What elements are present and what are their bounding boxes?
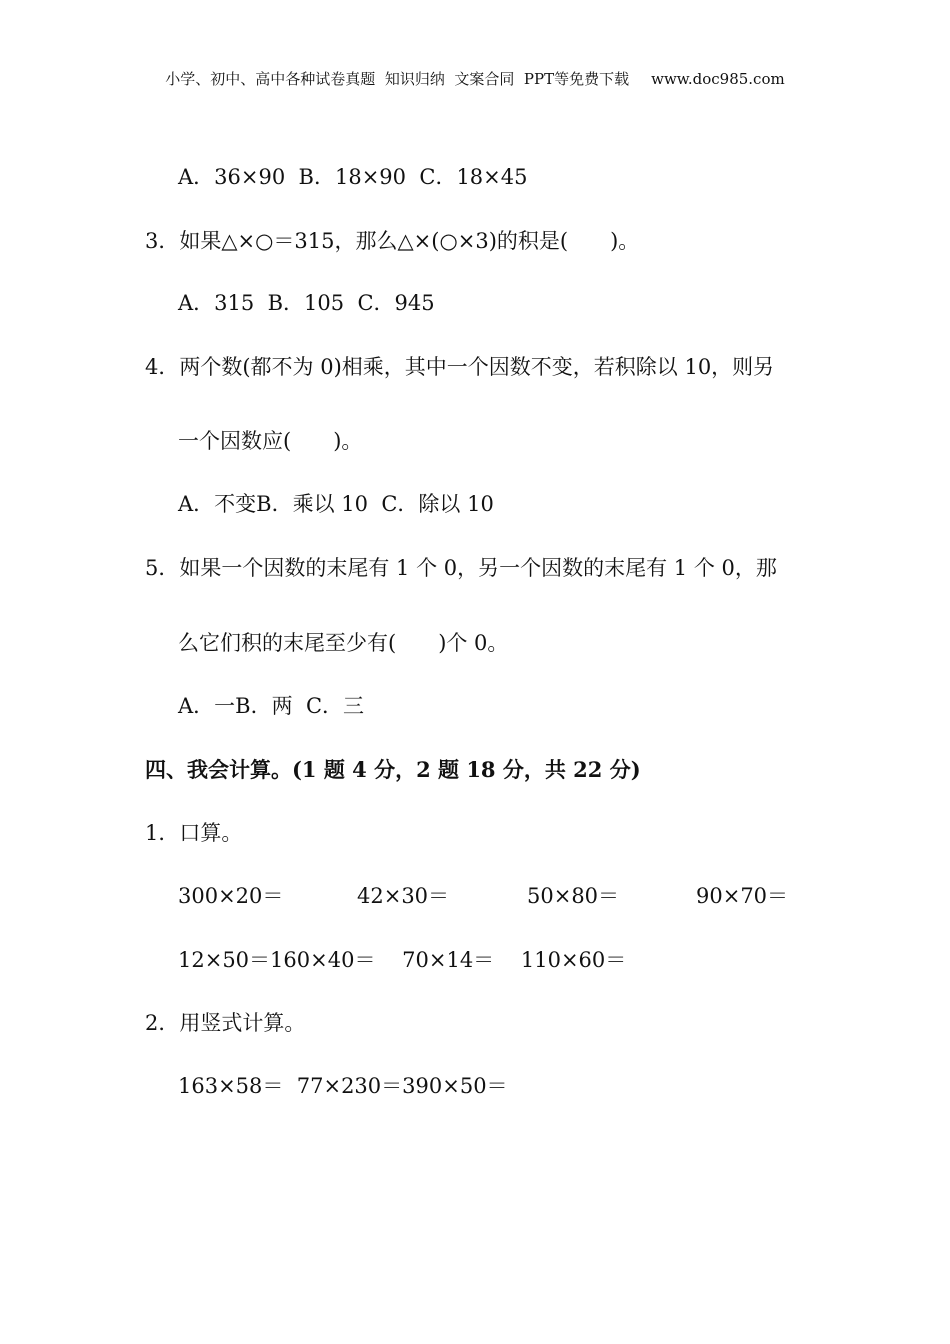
q3-question: 3．如果△×○＝315，那么△×(○×3)的积是( )。 xyxy=(145,229,640,253)
oral-calc-4: 90×70＝ xyxy=(696,884,789,908)
q5-question-line-1: 5．如果一个因数的末尾有 1 个 0，另一个因数的末尾有 1 个 0，那 xyxy=(145,556,777,580)
oral-calc-1: 300×20＝ xyxy=(178,884,284,908)
section-4-title: 四、我会计算。(1 题 4 分，2 题 18 分，共 22 分) xyxy=(145,757,641,782)
sub-question-2-title: 2．用竖式计算。 xyxy=(145,1011,306,1035)
q5-question-line-2: 么它们积的末尾至少有( )个 0。 xyxy=(178,631,509,655)
header-text: 小学、初中、高中各种试卷真题 知识归纳 文案合同 PPT等免费下载 xyxy=(165,70,630,88)
sub-question-1-title: 1．口算。 xyxy=(145,821,243,845)
q4-question-line-2: 一个因数应( )。 xyxy=(178,429,363,453)
page-header xyxy=(0,68,950,90)
q5-options: A．一B．两 C．三 xyxy=(178,694,365,718)
q3-options: A．315 B．105 C．945 xyxy=(178,291,435,315)
oral-calc-row-2: 12×50＝160×40＝ 70×14＝ 110×60＝ xyxy=(178,948,627,972)
header-site: www.doc985.com xyxy=(651,70,785,88)
oral-calc-2: 42×30＝ xyxy=(357,884,450,908)
oral-calc-3: 50×80＝ xyxy=(527,884,620,908)
q4-options: A．不变B．乘以 10 C．除以 10 xyxy=(178,492,494,516)
q4-question-line-1: 4．两个数(都不为 0)相乘，其中一个因数不变，若积除以 10，则另 xyxy=(145,355,775,379)
vertical-calc-row: 163×58＝ 77×230＝390×50＝ xyxy=(178,1074,508,1098)
q2-options: A．36×90 B．18×90 C．18×45 xyxy=(178,165,528,189)
